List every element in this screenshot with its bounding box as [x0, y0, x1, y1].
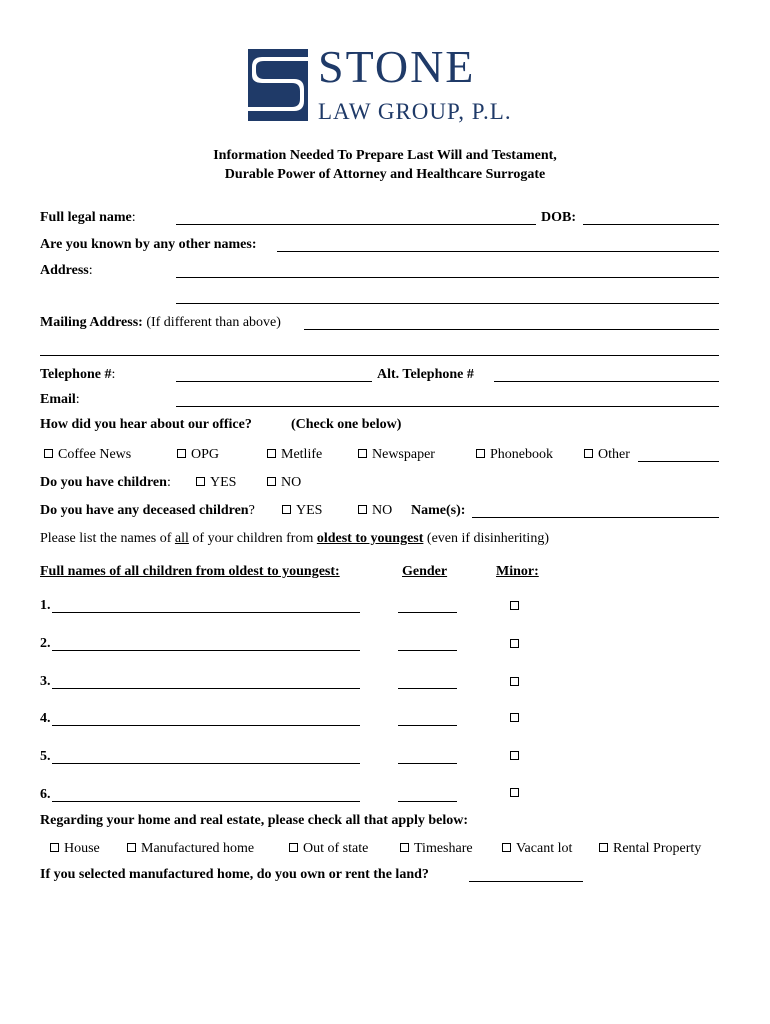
option-metlife[interactable]: Metlife — [267, 447, 322, 463]
full-legal-name-input[interactable] — [176, 224, 536, 225]
dob-label: DOB: — [541, 210, 576, 225]
child-name-input[interactable] — [52, 688, 360, 689]
option-other[interactable]: Other — [584, 447, 630, 463]
option-manufactured-home[interactable]: Manufactured home — [127, 841, 254, 857]
real-estate-question: Regarding your home and real estate, please check all that apply below: — [40, 813, 469, 828]
option-vacant-lot[interactable]: Vacant lot — [502, 841, 572, 857]
children-names-column-header: Full names of all children from oldest to youngest: — [40, 564, 340, 579]
child-name-input[interactable] — [52, 650, 360, 651]
child-minor-checkbox[interactable] — [510, 713, 519, 722]
telephone-input[interactable] — [176, 381, 372, 382]
minor-column-header: Minor: — [496, 564, 539, 579]
child-gender-input[interactable] — [398, 725, 457, 726]
form-title-line-1: Information Needed To Prepare Last Will and Testament, — [213, 148, 557, 163]
deceased-yes[interactable]: YES — [282, 503, 322, 519]
child-name-input[interactable] — [52, 763, 360, 764]
child-gender-input[interactable] — [398, 612, 457, 613]
checkbox-icon[interactable] — [267, 477, 276, 486]
mailing-address-input-line-2[interactable] — [40, 355, 719, 356]
deceased-children-question: Do you have any deceased children? — [40, 503, 255, 518]
child-row-number: 4. — [40, 711, 51, 726]
child-gender-input[interactable] — [398, 650, 457, 651]
child-gender-input[interactable] — [398, 801, 457, 802]
checkbox-icon[interactable] — [502, 843, 511, 852]
option-newspaper[interactable]: Newspaper — [358, 447, 435, 463]
child-name-input[interactable] — [52, 725, 360, 726]
child-gender-input[interactable] — [398, 688, 457, 689]
full-legal-name-label: Full legal name: — [40, 210, 136, 225]
mailing-address-label: Mailing Address: (If different than above) — [40, 315, 281, 330]
option-timeshare[interactable]: Timeshare — [400, 841, 473, 857]
child-row-number: 1. — [40, 598, 51, 613]
checkbox-icon[interactable] — [44, 449, 53, 458]
child-row-number: 3. — [40, 674, 51, 689]
address-input-line-2[interactable] — [176, 303, 719, 304]
child-minor-checkbox[interactable] — [510, 751, 519, 760]
deceased-no[interactable]: NO — [358, 503, 392, 519]
children-yes[interactable]: YES — [196, 475, 236, 491]
checkbox-icon[interactable] — [584, 449, 593, 458]
telephone-label: Telephone #: — [40, 367, 116, 382]
other-names-label: Are you known by any other names: — [40, 237, 257, 252]
checkbox-icon[interactable] — [127, 843, 136, 852]
other-names-input[interactable] — [277, 251, 719, 252]
child-minor-checkbox[interactable] — [510, 601, 519, 610]
option-house[interactable]: House — [50, 841, 100, 857]
option-opg[interactable]: OPG — [177, 447, 219, 463]
manufactured-home-followup: If you selected manufactured home, do you own or rent the land? — [40, 867, 429, 882]
logo-subtitle: LAW GROUP, P.L. — [318, 99, 512, 124]
children-question: Do you have children: — [40, 475, 171, 490]
child-minor-checkbox[interactable] — [510, 639, 519, 648]
referral-question: How did you hear about our office? — [40, 417, 252, 432]
address-input-line-1[interactable] — [176, 277, 719, 278]
alt-telephone-input[interactable] — [494, 381, 719, 382]
child-gender-input[interactable] — [398, 763, 457, 764]
option-phonebook[interactable]: Phonebook — [476, 447, 553, 463]
child-minor-checkbox[interactable] — [510, 677, 519, 686]
list-instruction: Please list the names of all of your children from oldest to youngest (even if disinheriting) — [40, 531, 549, 546]
checkbox-icon[interactable] — [282, 505, 291, 514]
child-minor-checkbox[interactable] — [510, 788, 519, 797]
checkbox-icon[interactable] — [358, 449, 367, 458]
child-name-input[interactable] — [52, 612, 360, 613]
alt-telephone-label: Alt. Telephone # — [377, 367, 474, 382]
checkbox-icon[interactable] — [476, 449, 485, 458]
child-row-number: 5. — [40, 749, 51, 764]
checkbox-icon[interactable] — [196, 477, 205, 486]
checkbox-icon[interactable] — [267, 449, 276, 458]
form-title-line-2: Durable Power of Attorney and Healthcare Surrogate — [224, 167, 546, 182]
referral-instruction: (Check one below) — [291, 417, 402, 432]
stone-logo-mark-icon — [248, 49, 308, 121]
checkbox-icon[interactable] — [358, 505, 367, 514]
deceased-names-input[interactable] — [472, 517, 719, 518]
checkbox-icon[interactable] — [177, 449, 186, 458]
email-label: Email: — [40, 392, 80, 407]
child-name-input[interactable] — [52, 801, 360, 802]
address-label: Address: — [40, 263, 93, 278]
option-coffee-news[interactable]: Coffee News — [44, 447, 131, 463]
other-input[interactable] — [638, 461, 719, 462]
logo-name: STONE — [318, 41, 476, 92]
checkbox-icon[interactable] — [289, 843, 298, 852]
land-own-rent-input[interactable] — [469, 881, 583, 882]
child-row-number: 2. — [40, 636, 51, 651]
dob-input[interactable] — [583, 224, 719, 225]
children-no[interactable]: NO — [267, 475, 301, 491]
checkbox-icon[interactable] — [50, 843, 59, 852]
option-out-of-state[interactable]: Out of state — [289, 841, 368, 857]
gender-column-header: Gender — [402, 564, 448, 579]
mailing-address-input-line-1[interactable] — [304, 329, 719, 330]
email-input[interactable] — [176, 406, 719, 407]
deceased-names-label: Name(s): — [411, 503, 466, 518]
checkbox-icon[interactable] — [599, 843, 608, 852]
option-rental-property[interactable]: Rental Property — [599, 841, 701, 857]
child-row-number: 6. — [40, 787, 51, 802]
checkbox-icon[interactable] — [400, 843, 409, 852]
